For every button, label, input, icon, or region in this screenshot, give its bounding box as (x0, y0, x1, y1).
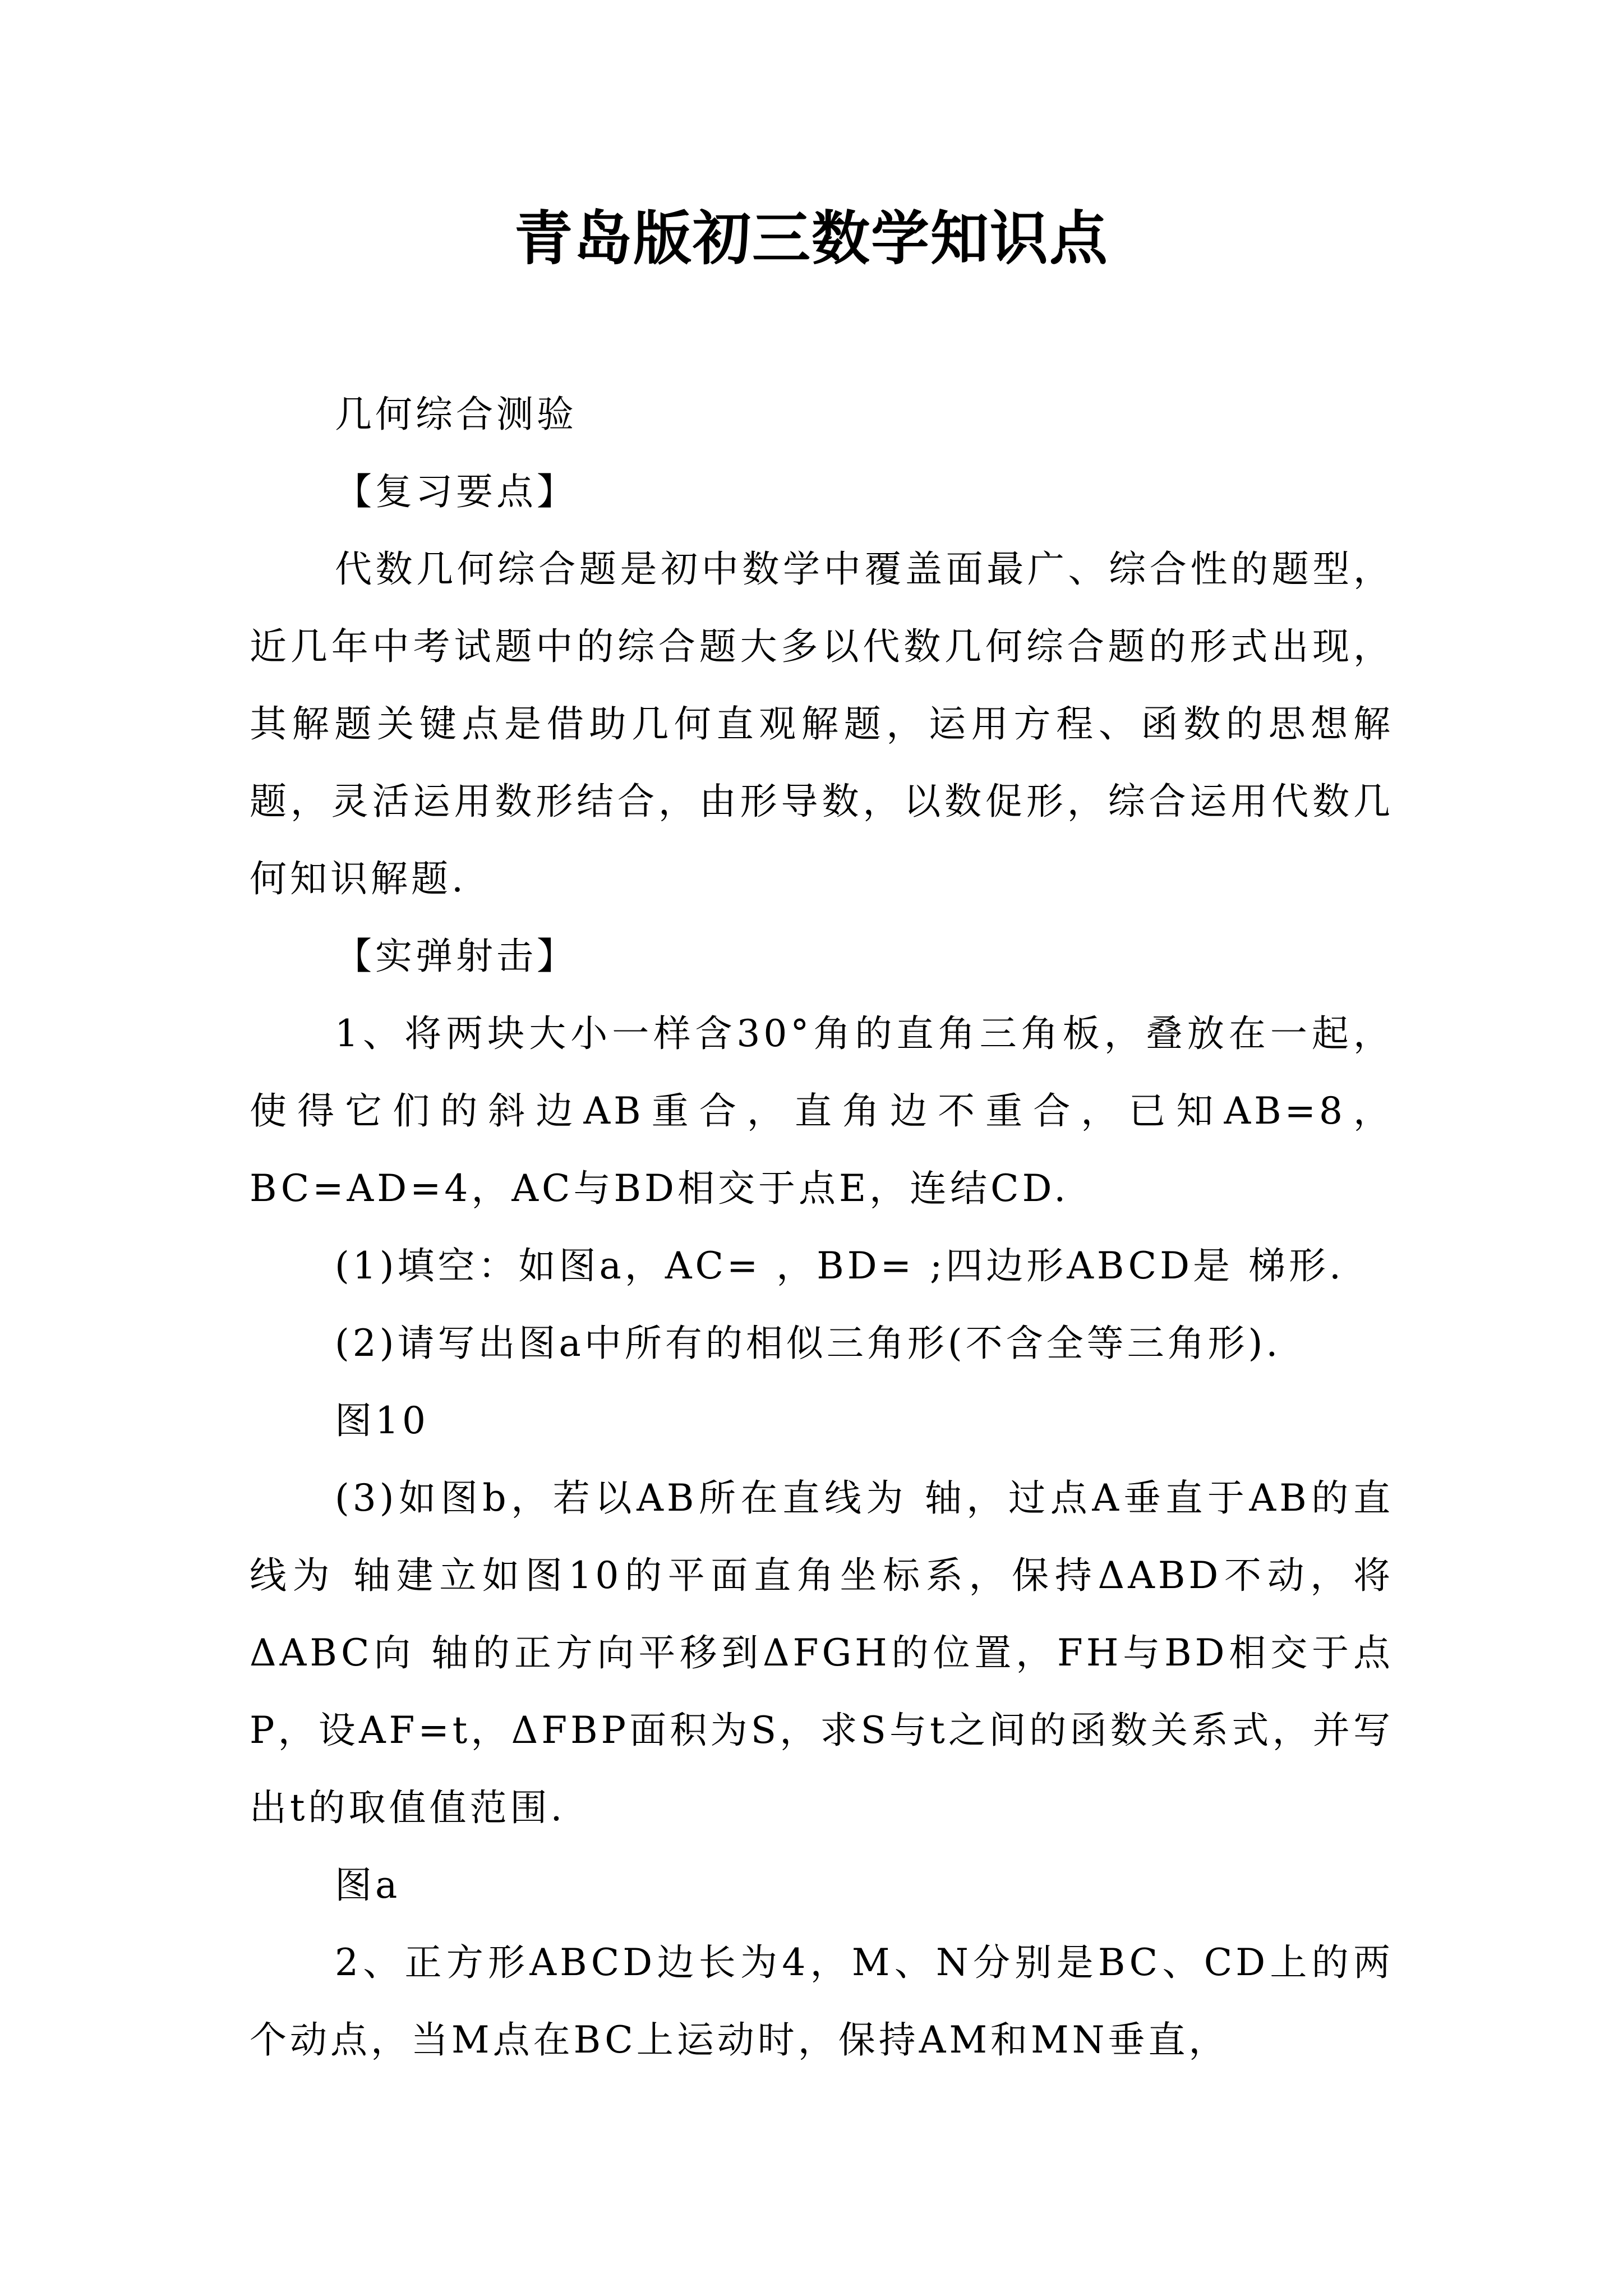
figure-caption-10: 图10 (335, 1399, 429, 1442)
problem-1-statement: 1、将两块大小一样含30°角的直角三角板，叠放在一起，使得它们的斜边AB重合，直角边不重合，已知AB=8，BC=AD=4，AC与BD相交于点E，连结CD. (250, 1012, 1394, 1210)
section-heading-practice: 【实弹射击】 (335, 935, 577, 978)
document-body (250, 376, 1394, 2079)
problem-2-statement: 2、正方形ABCD边长为4，M、N分别是BC、CD上的两个动点，当M点在BC上运动时，保持AM和MN垂直， (250, 1941, 1394, 2062)
problem-1-part-2: (2)请写出图a中所有的相似三角形(不含全等三角形). (335, 1322, 1281, 1365)
figure-caption-a: 图a (335, 1864, 401, 1907)
document-title: 青岛版初三数学知识点 (514, 204, 1109, 273)
section-heading-review-points: 【复习要点】 (335, 470, 577, 513)
section-heading-geometry-test: 几何综合测验 (335, 393, 577, 436)
paragraph-review-intro: 代数几何综合题是初中数学中覆盖面最广、综合性的题型，近几年中考试题中的综合题大多以代数几何综合题的形式出现，其解题关键点是借助几何直观解题，运用方程、函数的思想解题，灵活运用数形结合，由形导数，以数促形，综合运用代数几何知识解题. (250, 547, 1394, 900)
problem-1-part-1: (1)填空：如图a，AC= ，BD= ;四边形ABCD是 梯形. (335, 1244, 1344, 1287)
problem-1-part-3: (3)如图b，若以AB所在直线为 轴，过点A垂直于AB的直线为 轴建立如图10的平面直角坐标系，保持ΔABD不动，将ΔABC向 轴的正方向平移到ΔFGH的位置，FH与BD相交于点P，设AF=t，ΔFBP面积为S，求S与t之间的函数关系式，并写出t的取值值范围. (250, 1476, 1394, 1829)
